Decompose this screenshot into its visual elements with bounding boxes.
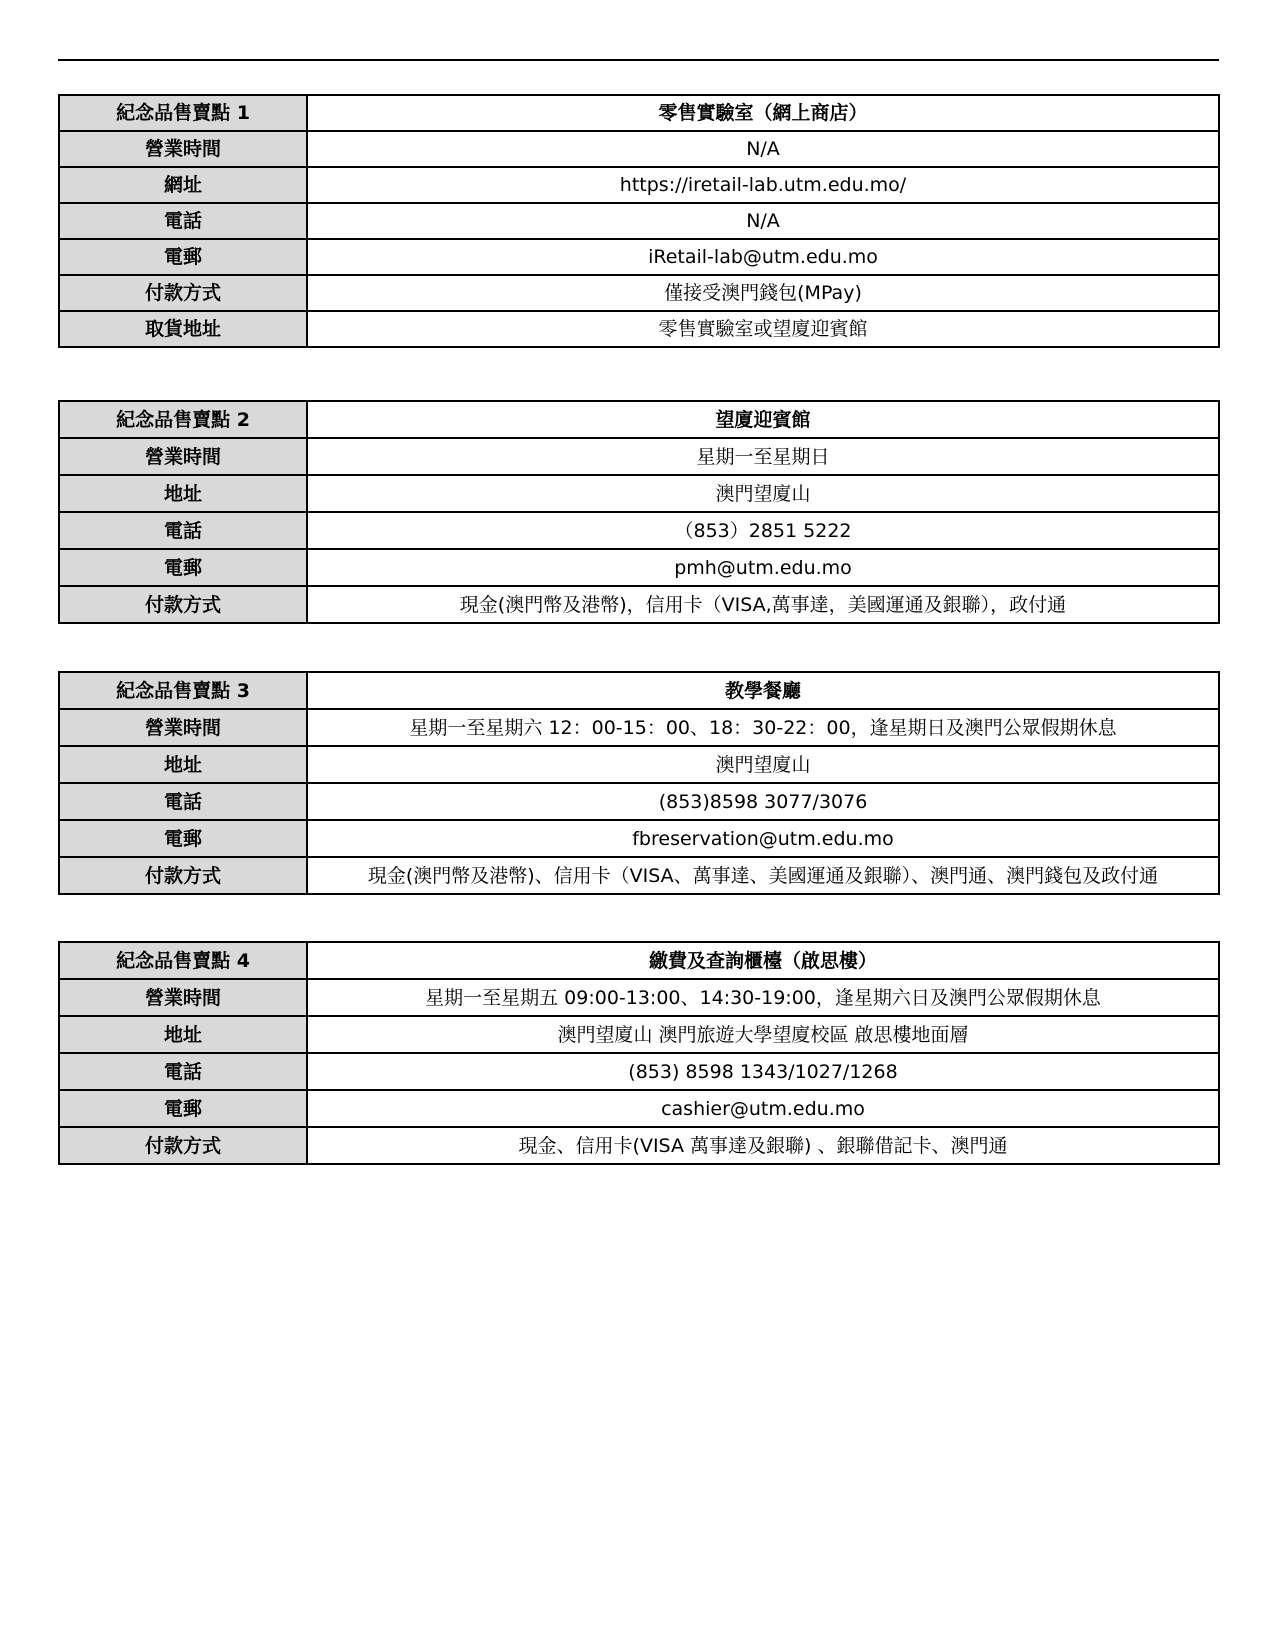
row-label: 地址 — [59, 475, 307, 512]
row-label: 網址 — [59, 167, 307, 203]
row-label: 營業時間 — [59, 438, 307, 475]
table-row — [59, 131, 1219, 167]
table-row — [59, 311, 1219, 347]
row-label: 紀念品售賣點 3 — [59, 672, 307, 709]
email-link[interactable]: pmh@utm.edu.mo — [307, 549, 1219, 586]
row-label: 付款方式 — [59, 1127, 307, 1164]
table-row — [59, 820, 1219, 857]
email-link[interactable]: fbreservation@utm.edu.mo — [307, 820, 1219, 857]
table-row — [59, 239, 1219, 275]
row-label: 地址 — [59, 746, 307, 783]
table-row-header — [59, 942, 1219, 979]
pickup-address-value: 零售實驗室或望廈迎賓館 — [307, 311, 1219, 347]
venue-name: 望廈迎賓館 — [307, 401, 1219, 438]
table-row — [59, 746, 1219, 783]
opening-hours-value: 星期一至星期五 09:00-13:00、14:30-19:00，逢星期六日及澳門公眾假期休息 — [307, 979, 1219, 1016]
email-link[interactable]: cashier@utm.edu.mo — [307, 1090, 1219, 1127]
address-value: 澳門望廈山 澳門旅遊大學望廈校區 啟思樓地面層 — [307, 1016, 1219, 1053]
email-link[interactable]: iRetail-lab@utm.edu.mo — [307, 239, 1219, 275]
table-row — [59, 783, 1219, 820]
souvenir-point-table-3 — [58, 671, 1220, 895]
row-label: 營業時間 — [59, 979, 307, 1016]
row-label: 營業時間 — [59, 709, 307, 746]
souvenir-point-table-1 — [58, 94, 1220, 348]
table-row — [59, 709, 1219, 746]
table-row — [59, 1090, 1219, 1127]
phone-value: (853)8598 3077/3076 — [307, 783, 1219, 820]
row-label: 電話 — [59, 203, 307, 239]
table-row — [59, 275, 1219, 311]
venue-name: 零售實驗室（網上商店） — [307, 95, 1219, 131]
table-row — [59, 203, 1219, 239]
row-label: 電話 — [59, 512, 307, 549]
top-rule — [58, 59, 1219, 61]
venue-name: 教學餐廳 — [307, 672, 1219, 709]
payment-methods-value: 現金(澳門幣及港幣)，信用卡（VISA,萬事達，美國運通及銀聯），政付通 — [307, 586, 1219, 623]
table-row-header — [59, 95, 1219, 131]
row-label: 電郵 — [59, 549, 307, 586]
table-row — [59, 857, 1219, 894]
payment-methods-value: 僅接受澳門錢包(MPay) — [307, 275, 1219, 311]
table-row — [59, 1127, 1219, 1164]
row-label: 紀念品售賣點 2 — [59, 401, 307, 438]
table-row — [59, 549, 1219, 586]
address-value: 澳門望廈山 — [307, 746, 1219, 783]
table-row — [59, 1053, 1219, 1090]
phone-value: (853) 8598 1343/1027/1268 — [307, 1053, 1219, 1090]
souvenir-point-table-2 — [58, 400, 1220, 624]
table-row — [59, 512, 1219, 549]
row-label: 紀念品售賣點 4 — [59, 942, 307, 979]
row-label: 電郵 — [59, 1090, 307, 1127]
table-row — [59, 475, 1219, 512]
opening-hours-value: 星期一至星期日 — [307, 438, 1219, 475]
row-label: 付款方式 — [59, 857, 307, 894]
phone-value: （853）2851 5222 — [307, 512, 1219, 549]
table-row — [59, 979, 1219, 1016]
table-row-header — [59, 672, 1219, 709]
table-row — [59, 1016, 1219, 1053]
website-link[interactable]: https://iretail-lab.utm.edu.mo/ — [307, 167, 1219, 203]
payment-methods-value: 現金、信用卡(VISA 萬事達及銀聯) 、銀聯借記卡、澳門通 — [307, 1127, 1219, 1164]
row-label: 付款方式 — [59, 275, 307, 311]
table-row — [59, 586, 1219, 623]
payment-methods-value: 現金(澳門幣及港幣)、信用卡（VISA、萬事達、美國運通及銀聯）、澳門通、澳門錢包及政付通 — [307, 857, 1219, 894]
row-label: 付款方式 — [59, 586, 307, 623]
table-row — [59, 167, 1219, 203]
row-label: 營業時間 — [59, 131, 307, 167]
row-label: 電郵 — [59, 820, 307, 857]
row-label: 紀念品售賣點 1 — [59, 95, 307, 131]
address-value: 澳門望廈山 — [307, 475, 1219, 512]
opening-hours-value: 星期一至星期六 12：00-15：00、18：30-22：00，逢星期日及澳門公眾假期休息 — [307, 709, 1219, 746]
row-label: 電話 — [59, 1053, 307, 1090]
row-label: 取貨地址 — [59, 311, 307, 347]
venue-name: 繳費及查詢櫃檯（啟思樓） — [307, 942, 1219, 979]
opening-hours-value: N/A — [307, 131, 1219, 167]
row-label: 地址 — [59, 1016, 307, 1053]
row-label: 電郵 — [59, 239, 307, 275]
table-row — [59, 438, 1219, 475]
row-label: 電話 — [59, 783, 307, 820]
phone-value: N/A — [307, 203, 1219, 239]
table-row-header — [59, 401, 1219, 438]
souvenir-point-table-4 — [58, 941, 1220, 1165]
